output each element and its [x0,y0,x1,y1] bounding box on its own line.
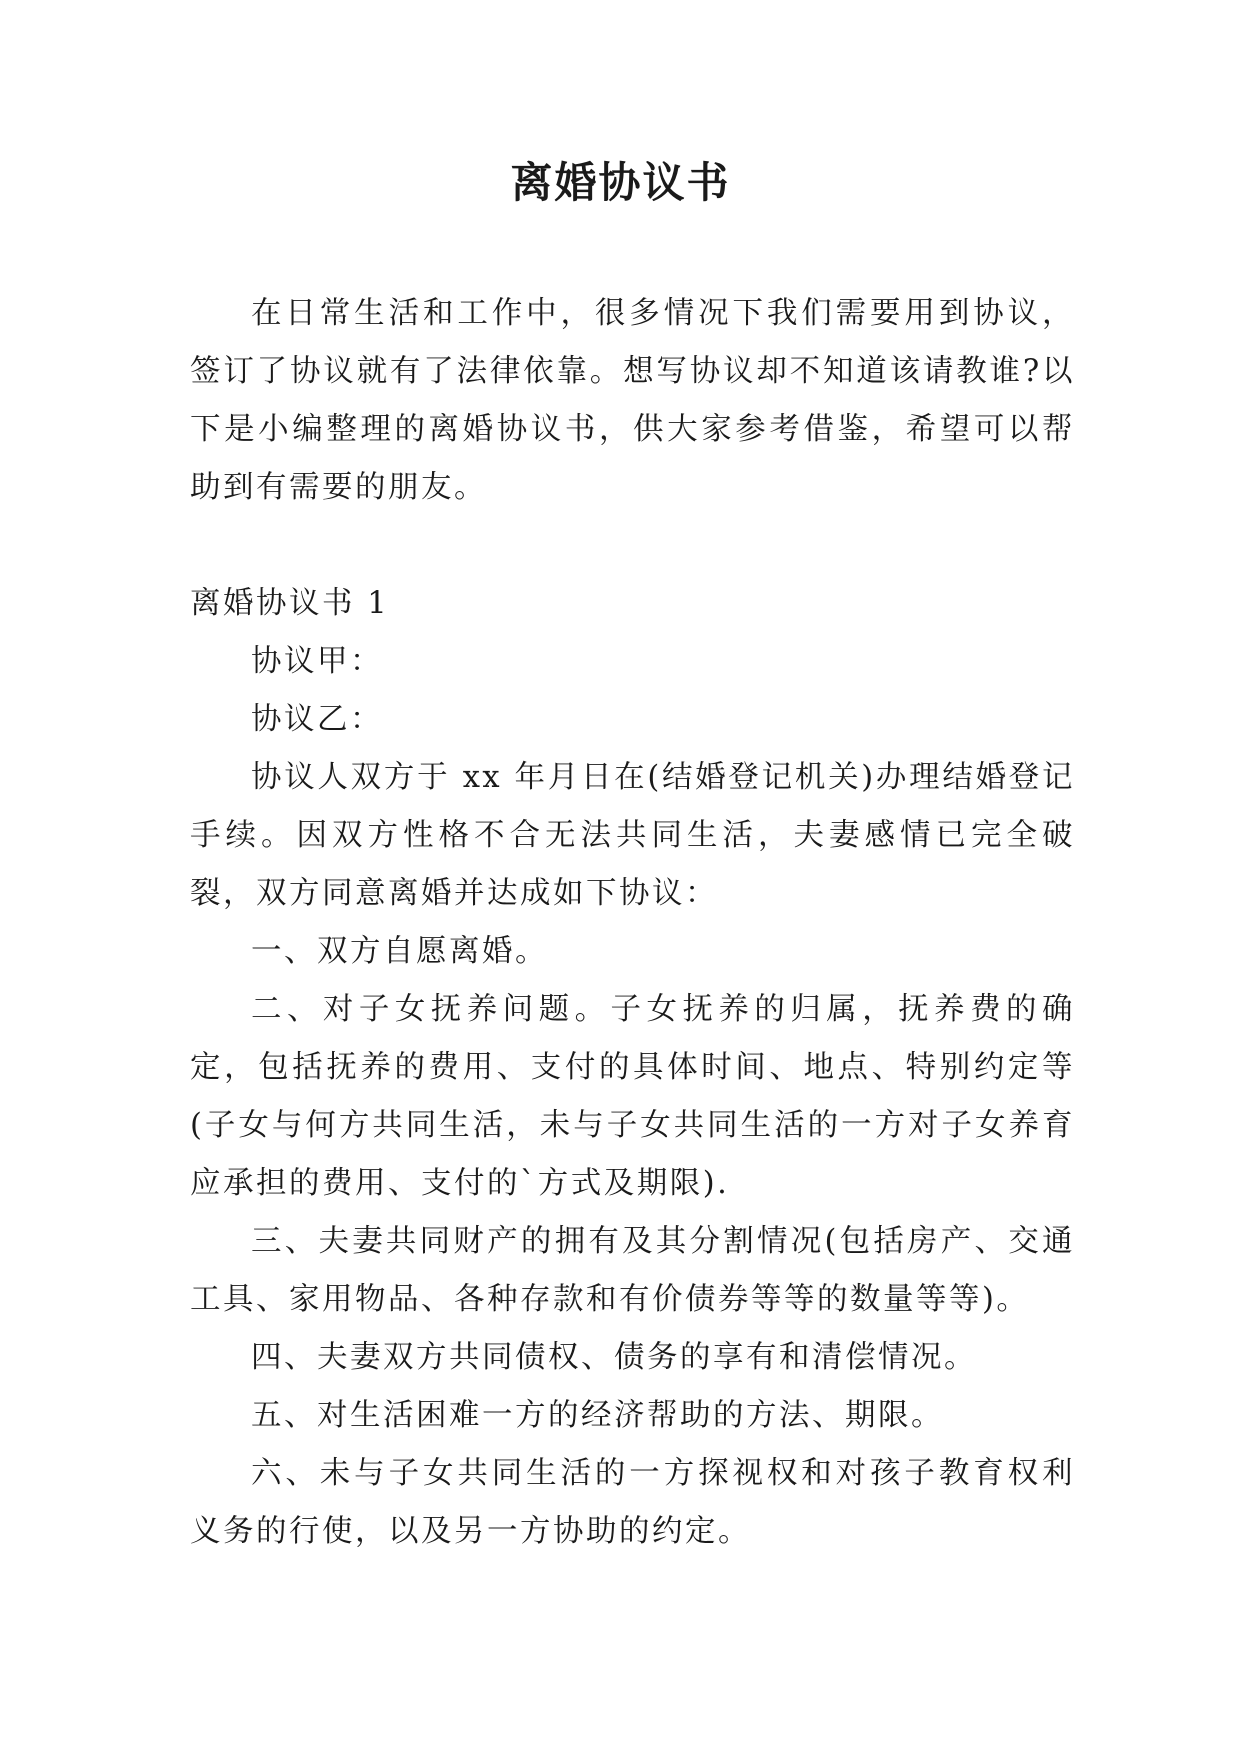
clause-1: 一、双方自愿离婚。 [251,934,548,969]
preamble-paragraph: 协议人双方于 xx 年月日在(结婚登记机关)办理结婚登记手续。因双方性格不合无法共同生活，夫妻感情已完全破裂，双方同意离婚并达成如下协议： [190,760,1075,911]
document-title: 离婚协议书 [510,158,731,207]
party-b-line: 协议乙： [251,702,383,737]
clause-2: 二、对子女抚养问题。子女抚养的归属，抚养费的确定，包括抚养的费用、支付的具体时间、地点、特别约定等(子女与何方共同生活，未与子女共同生活的一方对子女养育应承担的费用、支付的`方式及期限). [190,992,1075,1201]
intro-block [190,285,1075,517]
party-a-line: 协议甲： [251,644,383,679]
clause-5: 五、对生活困难一方的经济帮助的方法、期限。 [251,1398,944,1433]
clause-4: 四、夫妻双方共同债权、债务的享有和清偿情况。 [251,1340,977,1375]
clause-3: 三、夫妻共同财产的拥有及其分割情况(包括房产、交通工具、家用物品、各种存款和有价债券等等的数量等等)。 [190,1224,1075,1317]
intro-paragraph: 在日常生活和工作中，很多情况下我们需要用到协议，签订了协议就有了法律依靠。想写协议却不知道该请教谁?以下是小编整理的离婚协议书，供大家参考借鉴，希望可以帮助到有需要的朋友。 [190,296,1075,505]
agreement-section [190,575,1075,1561]
clause-6: 六、未与子女共同生活的一方探视权和对孩子教育权利义务的行使，以及另一方协助的约定。 [190,1456,1075,1549]
section-heading: 离婚协议书 1 [190,586,390,621]
